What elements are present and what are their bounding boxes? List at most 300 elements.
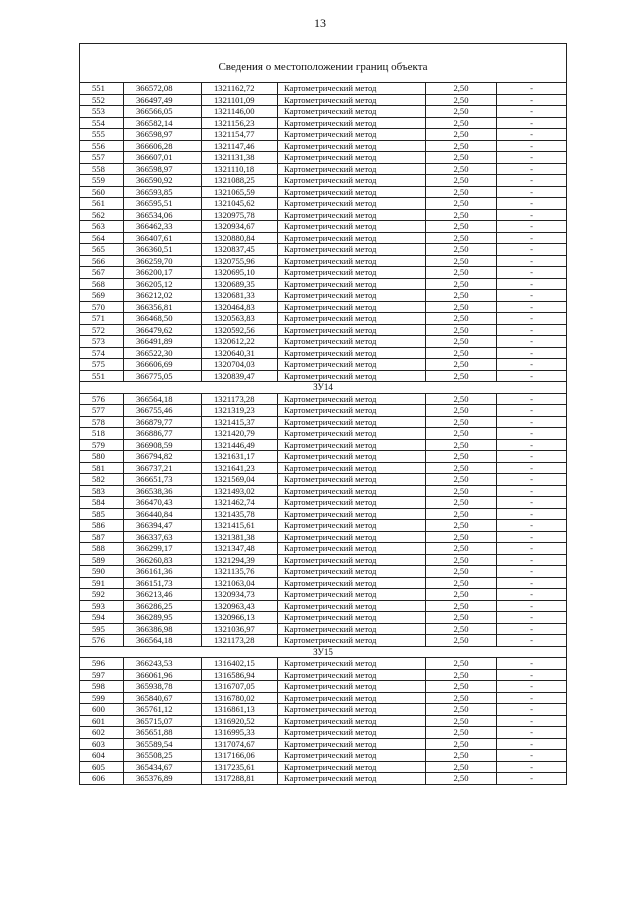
coord-x-cell: 366794,82 — [124, 451, 202, 463]
coord-x-cell: 366572,08 — [124, 83, 202, 95]
description-cell: - — [497, 761, 567, 773]
precision-cell: 2,50 — [426, 290, 497, 302]
coord-y-cell: 1320681,33 — [202, 290, 278, 302]
point-number-cell: 578 — [80, 416, 124, 428]
description-cell: - — [497, 439, 567, 451]
table-row — [80, 451, 567, 463]
description-cell: - — [497, 474, 567, 486]
coord-y-cell: 1320695,10 — [202, 267, 278, 279]
coord-x-cell: 366260,83 — [124, 554, 202, 566]
method-cell: Картометрический метод — [278, 738, 426, 750]
coord-x-cell: 366360,51 — [124, 244, 202, 256]
description-cell: - — [497, 347, 567, 359]
coord-x-cell: 366470,43 — [124, 497, 202, 509]
method-cell: Картометрический метод — [278, 485, 426, 497]
description-cell: - — [497, 773, 567, 785]
precision-cell: 2,50 — [426, 175, 497, 187]
description-cell: - — [497, 324, 567, 336]
description-cell: - — [497, 600, 567, 612]
method-cell: Картометрический метод — [278, 163, 426, 175]
table-row — [80, 313, 567, 325]
coord-x-cell: 366775,05 — [124, 370, 202, 382]
precision-cell: 2,50 — [426, 658, 497, 670]
table-row — [80, 715, 567, 727]
point-number-cell: 594 — [80, 612, 124, 624]
description-cell: - — [497, 577, 567, 589]
point-number-cell: 558 — [80, 163, 124, 175]
precision-cell: 2,50 — [426, 359, 497, 371]
precision-cell: 2,50 — [426, 669, 497, 681]
precision-cell: 2,50 — [426, 727, 497, 739]
description-cell: - — [497, 692, 567, 704]
coord-x-cell: 366161,36 — [124, 566, 202, 578]
coord-y-cell: 1317235,61 — [202, 761, 278, 773]
method-cell: Картометрический метод — [278, 405, 426, 417]
precision-cell: 2,50 — [426, 485, 497, 497]
point-number-cell: 593 — [80, 600, 124, 612]
point-number-cell: 576 — [80, 393, 124, 405]
description-cell: - — [497, 359, 567, 371]
precision-cell: 2,50 — [426, 681, 497, 693]
precision-cell: 2,50 — [426, 508, 497, 520]
table-row — [80, 600, 567, 612]
point-number-cell: 589 — [80, 554, 124, 566]
coord-x-cell: 366497,49 — [124, 94, 202, 106]
table-row — [80, 232, 567, 244]
description-cell: - — [497, 508, 567, 520]
coord-y-cell: 1321347,48 — [202, 543, 278, 555]
description-cell: - — [497, 106, 567, 118]
coord-y-cell: 1321146,00 — [202, 106, 278, 118]
precision-cell: 2,50 — [426, 244, 497, 256]
description-cell: - — [497, 198, 567, 210]
coord-x-cell: 366386,98 — [124, 623, 202, 635]
coord-y-cell: 1321435,78 — [202, 508, 278, 520]
coord-x-cell: 366598,97 — [124, 163, 202, 175]
point-number-cell: 518 — [80, 428, 124, 440]
precision-cell: 2,50 — [426, 474, 497, 486]
table-row — [80, 359, 567, 371]
coord-y-cell: 1321045,62 — [202, 198, 278, 210]
table-row — [80, 370, 567, 382]
coord-y-cell: 1321493,02 — [202, 485, 278, 497]
coord-y-cell: 1320689,35 — [202, 278, 278, 290]
coord-x-cell: 366337,63 — [124, 531, 202, 543]
coord-x-cell: 366886,77 — [124, 428, 202, 440]
coord-y-cell: 1316707,05 — [202, 681, 278, 693]
precision-cell: 2,50 — [426, 163, 497, 175]
precision-cell: 2,50 — [426, 186, 497, 198]
precision-cell: 2,50 — [426, 221, 497, 233]
precision-cell: 2,50 — [426, 313, 497, 325]
point-number-cell: 563 — [80, 221, 124, 233]
description-cell: - — [497, 416, 567, 428]
coord-y-cell: 1321162,72 — [202, 83, 278, 95]
table-row — [80, 186, 567, 198]
coord-y-cell: 1320966,13 — [202, 612, 278, 624]
description-cell: - — [497, 543, 567, 555]
method-cell: Картометрический метод — [278, 577, 426, 589]
coord-y-cell: 1321569,04 — [202, 474, 278, 486]
coord-y-cell: 1320704,03 — [202, 359, 278, 371]
point-number-cell: 551 — [80, 83, 124, 95]
precision-cell: 2,50 — [426, 612, 497, 624]
table-row — [80, 129, 567, 141]
description-cell: - — [497, 612, 567, 624]
precision-cell: 2,50 — [426, 140, 497, 152]
description-cell: - — [497, 566, 567, 578]
coord-y-cell: 1320612,22 — [202, 336, 278, 348]
point-number-cell: 565 — [80, 244, 124, 256]
point-number-cell: 556 — [80, 140, 124, 152]
coord-y-cell: 1321135,76 — [202, 566, 278, 578]
description-cell: - — [497, 393, 567, 405]
table-row — [80, 209, 567, 221]
description-cell: - — [497, 267, 567, 279]
method-cell: Картометрический метод — [278, 669, 426, 681]
point-number-cell: 574 — [80, 347, 124, 359]
point-number-cell: 575 — [80, 359, 124, 371]
method-cell: Картометрический метод — [278, 255, 426, 267]
method-cell: Картометрический метод — [278, 508, 426, 520]
table-row — [80, 221, 567, 233]
precision-cell: 2,50 — [426, 738, 497, 750]
coord-y-cell: 1321319,23 — [202, 405, 278, 417]
method-cell: Картометрический метод — [278, 290, 426, 302]
point-number-cell: 602 — [80, 727, 124, 739]
coord-x-cell: 366566,05 — [124, 106, 202, 118]
coord-x-cell: 365508,25 — [124, 750, 202, 762]
table-row — [80, 566, 567, 578]
description-cell: - — [497, 462, 567, 474]
method-cell: Картометрический метод — [278, 715, 426, 727]
point-number-cell: 587 — [80, 531, 124, 543]
coord-y-cell: 1316920,52 — [202, 715, 278, 727]
method-cell: Картометрический метод — [278, 83, 426, 95]
precision-cell: 2,50 — [426, 520, 497, 532]
method-cell: Картометрический метод — [278, 221, 426, 233]
coord-x-cell: 366243,53 — [124, 658, 202, 670]
description-cell: - — [497, 175, 567, 187]
coord-y-cell: 1320934,67 — [202, 221, 278, 233]
table-row — [80, 750, 567, 762]
section-header-row — [80, 382, 567, 394]
coord-x-cell: 366061,96 — [124, 669, 202, 681]
table-row — [80, 393, 567, 405]
description-cell: - — [497, 152, 567, 164]
precision-cell: 2,50 — [426, 83, 497, 95]
section-header-row — [80, 646, 567, 658]
precision-cell: 2,50 — [426, 554, 497, 566]
method-cell: Картометрический метод — [278, 451, 426, 463]
point-number-cell: 567 — [80, 267, 124, 279]
precision-cell: 2,50 — [426, 129, 497, 141]
method-cell: Картометрический метод — [278, 474, 426, 486]
coord-x-cell: 366607,01 — [124, 152, 202, 164]
method-cell: Картометрический метод — [278, 704, 426, 716]
method-cell: Картометрический метод — [278, 336, 426, 348]
point-number-cell: 591 — [80, 577, 124, 589]
precision-cell: 2,50 — [426, 336, 497, 348]
coord-x-cell: 366440,84 — [124, 508, 202, 520]
point-number-cell: 552 — [80, 94, 124, 106]
method-cell: Картометрический метод — [278, 543, 426, 555]
method-cell: Картометрический метод — [278, 370, 426, 382]
coord-y-cell: 1316995,33 — [202, 727, 278, 739]
coord-y-cell: 1321154,77 — [202, 129, 278, 141]
description-cell: - — [497, 658, 567, 670]
description-cell: - — [497, 531, 567, 543]
coord-x-cell: 366479,62 — [124, 324, 202, 336]
table-row — [80, 428, 567, 440]
description-cell: - — [497, 301, 567, 313]
description-cell: - — [497, 405, 567, 417]
table-row — [80, 416, 567, 428]
description-cell: - — [497, 140, 567, 152]
table-row — [80, 543, 567, 555]
coord-y-cell: 1321294,39 — [202, 554, 278, 566]
table-row — [80, 531, 567, 543]
description-cell: - — [497, 738, 567, 750]
table-row — [80, 175, 567, 187]
coord-x-cell: 366737,21 — [124, 462, 202, 474]
coord-x-cell: 366590,92 — [124, 175, 202, 187]
method-cell: Картометрический метод — [278, 198, 426, 210]
method-cell: Картометрический метод — [278, 761, 426, 773]
description-cell: - — [497, 554, 567, 566]
precision-cell: 2,50 — [426, 117, 497, 129]
method-cell: Картометрический метод — [278, 186, 426, 198]
table-row — [80, 761, 567, 773]
page-number: 13 — [314, 16, 326, 30]
method-cell: Картометрический метод — [278, 554, 426, 566]
description-cell: - — [497, 221, 567, 233]
precision-cell: 2,50 — [426, 428, 497, 440]
coord-x-cell: 366522,30 — [124, 347, 202, 359]
method-cell: Картометрический метод — [278, 359, 426, 371]
table-row — [80, 692, 567, 704]
precision-cell: 2,50 — [426, 198, 497, 210]
precision-cell: 2,50 — [426, 209, 497, 221]
method-cell: Картометрический метод — [278, 140, 426, 152]
coord-y-cell: 1321631,17 — [202, 451, 278, 463]
coord-y-cell: 1320464,83 — [202, 301, 278, 313]
point-number-cell: 551 — [80, 370, 124, 382]
description-cell: - — [497, 83, 567, 95]
precision-cell: 2,50 — [426, 324, 497, 336]
coord-y-cell: 1320563,83 — [202, 313, 278, 325]
coord-y-cell: 1320837,45 — [202, 244, 278, 256]
point-number-cell: 586 — [80, 520, 124, 532]
precision-cell: 2,50 — [426, 773, 497, 785]
coord-x-cell: 365589,54 — [124, 738, 202, 750]
point-number-cell: 599 — [80, 692, 124, 704]
point-number-cell: 557 — [80, 152, 124, 164]
table-row — [80, 773, 567, 785]
coord-y-cell: 1321381,38 — [202, 531, 278, 543]
coord-y-cell: 1321036,97 — [202, 623, 278, 635]
description-cell: - — [497, 255, 567, 267]
point-number-cell: 595 — [80, 623, 124, 635]
description-cell: - — [497, 290, 567, 302]
table-row — [80, 520, 567, 532]
description-cell: - — [497, 186, 567, 198]
precision-cell: 2,50 — [426, 600, 497, 612]
coord-x-cell: 366394,47 — [124, 520, 202, 532]
coord-x-cell: 365840,67 — [124, 692, 202, 704]
method-cell: Картометрический метод — [278, 278, 426, 290]
description-cell: - — [497, 244, 567, 256]
point-number-cell: 580 — [80, 451, 124, 463]
coord-y-cell: 1321173,28 — [202, 393, 278, 405]
table-row — [80, 612, 567, 624]
table-row — [80, 117, 567, 129]
point-number-cell: 568 — [80, 278, 124, 290]
coord-x-cell: 365938,78 — [124, 681, 202, 693]
point-number-cell: 604 — [80, 750, 124, 762]
coord-y-cell: 1321415,37 — [202, 416, 278, 428]
description-cell: - — [497, 750, 567, 762]
coord-y-cell: 1321063,04 — [202, 577, 278, 589]
coord-x-cell: 365761,12 — [124, 704, 202, 716]
description-cell: - — [497, 623, 567, 635]
point-number-cell: 588 — [80, 543, 124, 555]
table-row — [80, 244, 567, 256]
point-number-cell: 605 — [80, 761, 124, 773]
coord-y-cell: 1317074,67 — [202, 738, 278, 750]
table-row — [80, 94, 567, 106]
coord-x-cell: 366598,97 — [124, 129, 202, 141]
precision-cell: 2,50 — [426, 405, 497, 417]
coord-y-cell: 1321462,74 — [202, 497, 278, 509]
coord-y-cell: 1316780,02 — [202, 692, 278, 704]
coord-y-cell: 1321446,49 — [202, 439, 278, 451]
precision-cell: 2,50 — [426, 692, 497, 704]
precision-cell: 2,50 — [426, 577, 497, 589]
description-cell: - — [497, 336, 567, 348]
precision-cell: 2,50 — [426, 370, 497, 382]
point-number-cell: 570 — [80, 301, 124, 313]
point-number-cell: 554 — [80, 117, 124, 129]
point-number-cell: 569 — [80, 290, 124, 302]
description-cell: - — [497, 497, 567, 509]
precision-cell: 2,50 — [426, 232, 497, 244]
method-cell: Картометрический метод — [278, 635, 426, 647]
coord-x-cell: 366593,85 — [124, 186, 202, 198]
table-row — [80, 255, 567, 267]
coord-x-cell: 366538,36 — [124, 485, 202, 497]
coord-x-cell: 365715,07 — [124, 715, 202, 727]
method-cell: Картометрический метод — [278, 324, 426, 336]
coord-x-cell: 366491,89 — [124, 336, 202, 348]
coord-y-cell: 1321131,38 — [202, 152, 278, 164]
precision-cell: 2,50 — [426, 543, 497, 555]
point-number-cell: 579 — [80, 439, 124, 451]
coord-y-cell: 1321156,23 — [202, 117, 278, 129]
method-cell: Картометрический метод — [278, 692, 426, 704]
point-number-cell: 560 — [80, 186, 124, 198]
table-row — [80, 405, 567, 417]
point-number-cell: 590 — [80, 566, 124, 578]
coord-x-cell: 366755,46 — [124, 405, 202, 417]
description-cell: - — [497, 681, 567, 693]
precision-cell: 2,50 — [426, 106, 497, 118]
coord-x-cell: 366289,95 — [124, 612, 202, 624]
table-row — [80, 681, 567, 693]
point-number-cell: 596 — [80, 658, 124, 670]
coord-x-cell: 365651,88 — [124, 727, 202, 739]
table-row — [80, 278, 567, 290]
coord-y-cell: 1321420,79 — [202, 428, 278, 440]
table-row — [80, 669, 567, 681]
point-number-cell: 572 — [80, 324, 124, 336]
precision-cell: 2,50 — [426, 750, 497, 762]
point-number-cell: 562 — [80, 209, 124, 221]
method-cell: Картометрический метод — [278, 727, 426, 739]
point-number-cell: 564 — [80, 232, 124, 244]
description-cell: - — [497, 370, 567, 382]
precision-cell: 2,50 — [426, 255, 497, 267]
table-title: Сведения о местоположении границ объекта — [80, 44, 567, 83]
method-cell: Картометрический метод — [278, 681, 426, 693]
section-label: ЗУ15 — [80, 646, 567, 658]
coord-x-cell: 366564,18 — [124, 393, 202, 405]
point-number-cell: 598 — [80, 681, 124, 693]
table-row — [80, 198, 567, 210]
coord-x-cell: 366151,73 — [124, 577, 202, 589]
coord-x-cell: 366200,17 — [124, 267, 202, 279]
method-cell: Картометрический метод — [278, 612, 426, 624]
table-row — [80, 497, 567, 509]
precision-cell: 2,50 — [426, 623, 497, 635]
description-cell: - — [497, 669, 567, 681]
description-cell: - — [497, 278, 567, 290]
coord-y-cell: 1321101,09 — [202, 94, 278, 106]
description-cell: - — [497, 635, 567, 647]
table-row — [80, 508, 567, 520]
method-cell: Картометрический метод — [278, 267, 426, 279]
coord-x-cell: 366286,25 — [124, 600, 202, 612]
point-number-cell: 553 — [80, 106, 124, 118]
coord-y-cell: 1320880,84 — [202, 232, 278, 244]
point-number-cell: 561 — [80, 198, 124, 210]
method-cell: Картометрический метод — [278, 347, 426, 359]
point-number-cell: 606 — [80, 773, 124, 785]
table-row — [80, 738, 567, 750]
method-cell: Картометрический метод — [278, 600, 426, 612]
coord-y-cell: 1321065,59 — [202, 186, 278, 198]
coord-y-cell: 1317166,06 — [202, 750, 278, 762]
description-cell: - — [497, 704, 567, 716]
precision-cell: 2,50 — [426, 301, 497, 313]
description-cell: - — [497, 485, 567, 497]
coord-y-cell: 1320755,96 — [202, 255, 278, 267]
description-cell: - — [497, 428, 567, 440]
coord-x-cell: 365434,67 — [124, 761, 202, 773]
method-cell: Картометрический метод — [278, 520, 426, 532]
description-cell: - — [497, 520, 567, 532]
coord-x-cell: 366299,17 — [124, 543, 202, 555]
point-number-cell: 584 — [80, 497, 124, 509]
precision-cell: 2,50 — [426, 497, 497, 509]
coord-y-cell: 1316586,94 — [202, 669, 278, 681]
coord-y-cell: 1321173,28 — [202, 635, 278, 647]
precision-cell: 2,50 — [426, 416, 497, 428]
coord-x-cell: 366407,61 — [124, 232, 202, 244]
point-number-cell: 601 — [80, 715, 124, 727]
precision-cell: 2,50 — [426, 462, 497, 474]
coord-x-cell: 366582,14 — [124, 117, 202, 129]
